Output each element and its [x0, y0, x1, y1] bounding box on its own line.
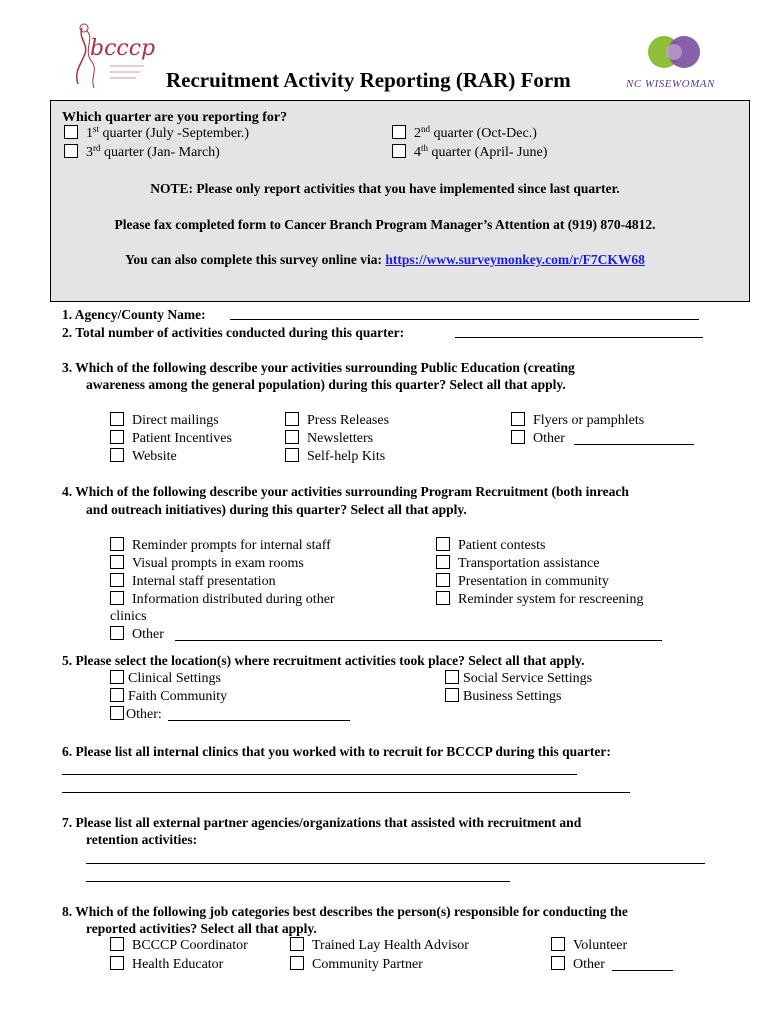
checkbox[interactable] [445, 688, 459, 702]
quarter-2-checkbox[interactable] [392, 125, 406, 139]
q3-question: 3. Which of the following describe your activities surrounding Public Education (creating [62, 360, 575, 375]
checkbox[interactable] [551, 956, 565, 970]
q8-question-line2: reported activities? Select all that apply. [86, 921, 317, 936]
q1-agency-field[interactable] [230, 319, 699, 320]
q5-option-social-service[interactable]: Social Service Settings [445, 670, 592, 688]
checkbox[interactable] [436, 555, 450, 569]
q8-question: 8. Which of the following job categories best describes the person(s) responsible for conducting the [62, 904, 628, 919]
q3-option-website[interactable]: Website [110, 448, 177, 466]
checkbox[interactable] [290, 937, 304, 951]
q3-option-self-help-kits[interactable]: Self-help Kits [285, 448, 385, 466]
q8-option-health-educator[interactable]: Health Educator [110, 956, 223, 974]
q3-question-line2: awareness among the general population) during this quarter? Select all that apply. [86, 377, 566, 392]
q5-option-faith[interactable]: Faith Community [110, 688, 227, 706]
checkbox[interactable] [110, 430, 124, 444]
quarter-question: Which quarter are you reporting for? [62, 110, 288, 125]
q4-option-presentation-community[interactable]: Presentation in community [436, 573, 609, 591]
q5-question: 5. Please select the location(s) where recruitment activities took place? Select all that apply. [62, 653, 585, 668]
q1-agency-label: 1. Agency/County Name: [62, 307, 206, 322]
q8-option-community-partner[interactable]: Community Partner [290, 956, 423, 974]
q4-option-patient-contests[interactable]: Patient contests [436, 537, 546, 555]
checkbox[interactable] [110, 688, 124, 702]
q5-other-field[interactable] [168, 720, 350, 721]
checkbox[interactable] [551, 937, 565, 951]
checkbox[interactable] [436, 537, 450, 551]
q5-option-clinical[interactable]: Clinical Settings [110, 670, 221, 688]
q7-question: 7. Please list all external partner agencies/organizations that assisted with recruitment and [62, 815, 582, 830]
q8-other-field[interactable] [612, 970, 673, 971]
q4-clinics-text: clinics [110, 609, 147, 624]
q5-option-business[interactable]: Business Settings [445, 688, 561, 706]
quarter-4-option[interactable]: 4th quarter (April- June) [392, 144, 547, 162]
q3-option-press-releases[interactable]: Press Releases [285, 412, 389, 430]
checkbox[interactable] [511, 412, 525, 426]
checkbox[interactable] [290, 956, 304, 970]
q8-option-bcccp-coordinator[interactable]: BCCCP Coordinator [110, 937, 248, 955]
q8-option-lay-health-advisor[interactable]: Trained Lay Health Advisor [290, 937, 469, 955]
q4-question-line2: and outreach initiatives) during this quarter? Select all that apply. [86, 502, 467, 517]
quarter-3-option[interactable]: 3rd quarter (Jan- March) [64, 144, 220, 162]
wisewoman-face-icon [622, 30, 732, 80]
q2-total-field[interactable] [455, 337, 703, 338]
q3-option-direct-mailings[interactable]: Direct mailings [110, 412, 219, 430]
q4-question: 4. Which of the following describe your activities surrounding Program Recruitment (both inreach [62, 484, 629, 499]
q4-option-reminder-prompts[interactable]: Reminder prompts for internal staff [110, 537, 331, 555]
checkbox[interactable] [436, 591, 450, 605]
q3-option-other[interactable]: Other [511, 430, 565, 448]
survey-link[interactable]: https://www.surveymonkey.com/r/F7CKW68 [385, 252, 645, 267]
fax-instructions: Please fax completed form to Cancer Branch Program Manager’s Attention at (919) 870-4812. [114, 217, 656, 232]
checkbox[interactable] [285, 448, 299, 462]
q4-option-other[interactable]: Other [110, 626, 164, 644]
q7-question-line2: retention activities: [86, 832, 198, 847]
q4-option-reminder-system[interactable]: Reminder system for rescreening [436, 591, 643, 609]
q7-answer-line-2[interactable] [86, 881, 510, 882]
q4-option-info-distributed[interactable]: Information distributed during other [110, 591, 335, 609]
checkbox[interactable] [436, 573, 450, 587]
q4-option-transportation[interactable]: Transportation assistance [436, 555, 599, 573]
checkbox[interactable] [110, 626, 124, 640]
checkbox[interactable] [110, 706, 124, 720]
q4-option-visual-prompts[interactable]: Visual prompts in exam rooms [110, 555, 304, 573]
checkbox[interactable] [110, 448, 124, 462]
checkbox[interactable] [110, 956, 124, 970]
q2-total-label: 2. Total number of activities conducted during this quarter: [62, 325, 405, 340]
nc-wisewoman-logo [622, 30, 732, 100]
checkbox[interactable] [110, 670, 124, 684]
q6-question: 6. Please list all internal clinics that you worked with to recruit for BCCCP during this quarter: [62, 744, 611, 759]
checkbox[interactable] [110, 937, 124, 951]
quarter-1-checkbox[interactable] [64, 125, 78, 139]
q5-option-other[interactable]: Other: [110, 706, 162, 724]
checkbox[interactable] [110, 555, 124, 569]
bcccp-logo [60, 22, 156, 94]
checkbox[interactable] [110, 591, 124, 605]
q4-other-field[interactable] [175, 640, 662, 641]
checkbox[interactable] [285, 430, 299, 444]
form-title: Recruitment Activity Reporting (RAR) Form [166, 68, 571, 92]
checkbox[interactable] [110, 412, 124, 426]
nc-wisewoman-logo-text: NC WISEWOMAN [626, 78, 715, 90]
quarter-2-option[interactable]: 2nd quarter (Oct-Dec.) [392, 125, 537, 143]
checkbox[interactable] [445, 670, 459, 684]
checkbox[interactable] [511, 430, 525, 444]
q3-option-flyers[interactable]: Flyers or pamphlets [511, 412, 644, 430]
quarter-3-checkbox[interactable] [64, 144, 78, 158]
online-instructions: You can also complete this survey online via: https://www.surveymonkey.com/r/F7CKW68 [125, 252, 645, 267]
q7-answer-line-1[interactable] [86, 863, 705, 864]
q3-option-patient-incentives[interactable]: Patient Incentives [110, 430, 232, 448]
checkbox[interactable] [110, 537, 124, 551]
q4-option-staff-presentation[interactable]: Internal staff presentation [110, 573, 276, 591]
q8-option-volunteer[interactable]: Volunteer [551, 937, 627, 955]
q6-answer-line-1[interactable] [62, 774, 577, 775]
q6-answer-line-2[interactable] [62, 792, 630, 793]
bcccp-logo-text: bcccp [90, 36, 156, 61]
checkbox[interactable] [110, 573, 124, 587]
q8-option-other[interactable]: Other [551, 956, 605, 974]
note-text: NOTE: Please only report activities that you have implemented since last quarter. [150, 181, 620, 196]
q3-other-field[interactable] [574, 444, 694, 445]
checkbox[interactable] [285, 412, 299, 426]
q3-option-newsletters[interactable]: Newsletters [285, 430, 373, 448]
quarter-4-checkbox[interactable] [392, 144, 406, 158]
quarter-1-option[interactable]: 1st quarter (July -September.) [64, 125, 249, 143]
